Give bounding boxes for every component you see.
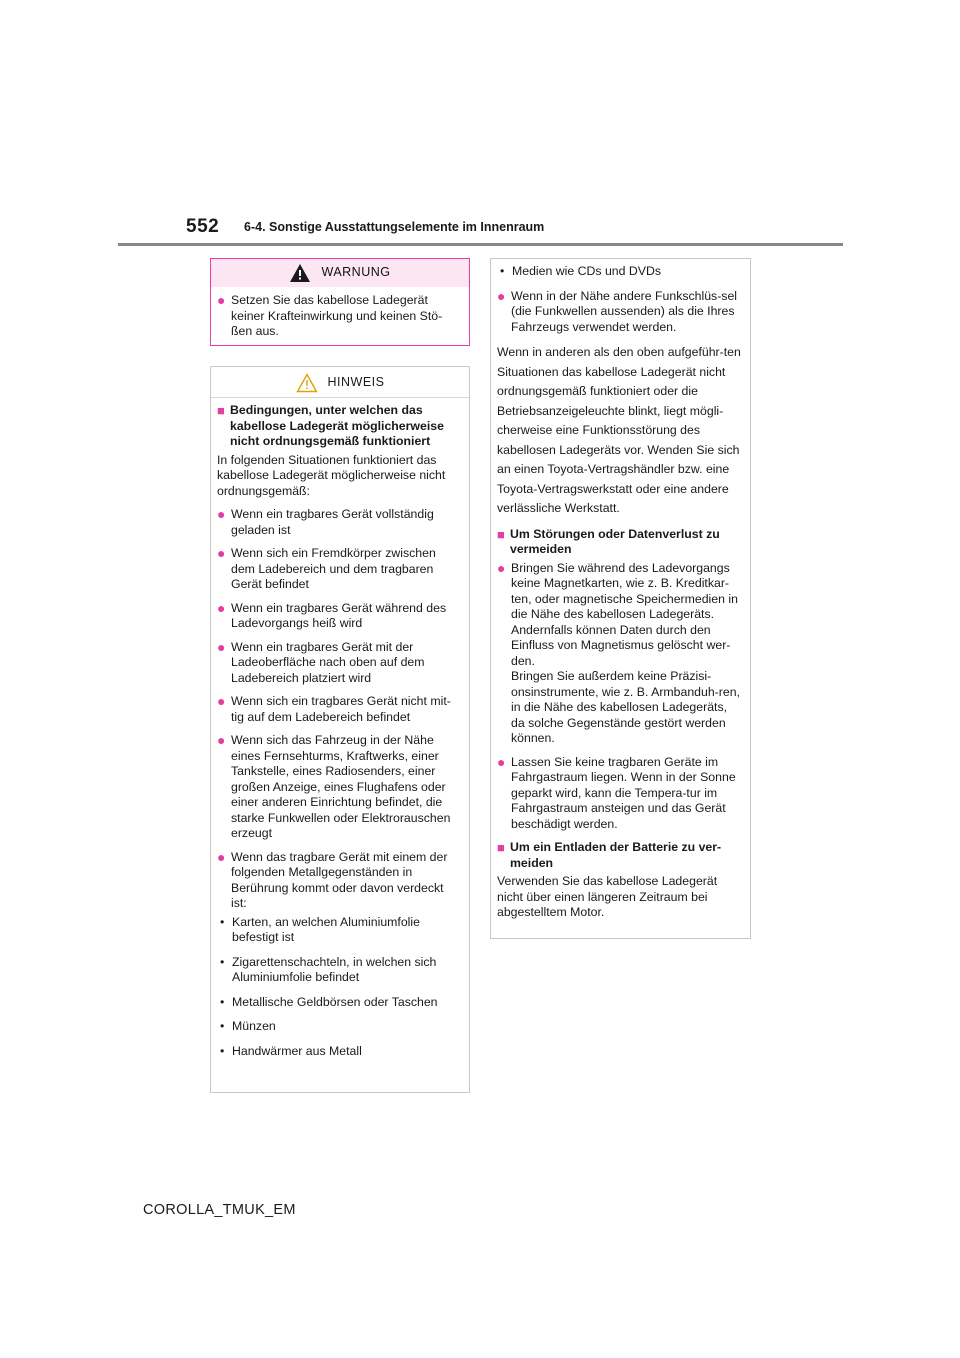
hinweis-continued-box	[490, 258, 751, 939]
list-item	[497, 561, 742, 747]
warning-title: WARNUNG	[321, 265, 391, 280]
bullet-dot-icon: ●	[497, 753, 506, 770]
list-item: ● Wenn ein tragbares Gerät während des Ladevorgangs heiß wird	[217, 599, 447, 630]
bullet-dot-icon: ●	[497, 287, 506, 304]
list-item: ● Wenn sich ein tragbares Gerät nicht mit-tig auf dem Ladebereich befindet	[217, 693, 451, 724]
hinweis-intro: In folgenden Situationen funktioniert das kabellose Ladegerät möglicherweise nicht ordnungsgemäß:	[217, 452, 446, 498]
bullet-dot-icon: ●	[217, 732, 226, 748]
list-item: ● Lassen Sie keine tragbaren Geräte im Fahrgastraum liegen. Wenn in der Sonne geparkt wird, kann die Tempera-tur im Fahrgastraum ansteigen und das Gerät beschädigt werden.	[497, 753, 736, 831]
bullet-dot-icon: ●	[217, 545, 226, 561]
bullet-dot-icon: ●	[217, 292, 226, 308]
sub-list-item: • Münzen	[220, 1019, 276, 1033]
sub-list-item: • Handwärmer aus Metall	[220, 1043, 362, 1058]
bullet-dot-icon: ●	[217, 506, 226, 522]
bullet-dot-icon: ●	[217, 848, 226, 865]
bullet-dot-icon: ●	[217, 599, 226, 616]
sub-list-item: • Medien wie CDs und DVDs	[500, 264, 661, 278]
square-bullet-icon: ■	[217, 403, 225, 418]
warning-bullet	[217, 293, 461, 340]
hinweis-box-header	[211, 369, 469, 398]
hinweis-title: HINWEIS	[327, 375, 385, 390]
warning-box	[210, 258, 470, 346]
list-item: ● Wenn das tragbare Gerät mit einem der folgenden Metallgegenständen in Berührung kommt oder davon verdeckt ist:	[217, 848, 448, 910]
header-rule	[118, 243, 843, 246]
battery-heading: ■ Um ein Entladen der Batterie zu ver-meiden	[497, 840, 722, 870]
battery-paragraph: Verwenden Sie das kabellose Ladegerät nicht über einen längeren Zeitraum bei abgestelltem Motor.	[497, 874, 718, 919]
sub-list-item: • Zigarettenschachteln, in welchen sich Aluminiumfolie befindet	[220, 954, 437, 984]
bullet-text-precision: Bringen Sie außerdem keine Präzisi-onsinstrumente, wie z. B. Armbanduh-ren, in die Nähe des kabellosen Ladegeräts, da solche Gegenstände gestört werden können.	[511, 669, 740, 745]
bullet-text-magnet: Bringen Sie während des Ladevorgangs keine Magnetkarten, wie z. B. Kreditkar-ten, oder magnetische Speichermedien in die Nähe des kabellosen Ladegeräts. Andernfalls können Daten durch den Einfluss von Magnetismus gelöscht wer-den.	[511, 560, 738, 668]
list-item: ● Wenn ein tragbares Gerät vollständig geladen ist	[217, 506, 434, 537]
bullet-dot-icon: ●	[217, 638, 226, 655]
square-bullet-icon: ■	[497, 526, 505, 542]
warning-triangle-icon	[289, 263, 311, 283]
bullet-dot-icon: ●	[217, 693, 226, 709]
list-item: ● Wenn sich ein Fremdkörper zwischen dem Ladebereich und dem tragbaren Gerät befindet	[217, 545, 436, 591]
caution-triangle-icon	[296, 373, 318, 393]
list-item: ● Wenn sich das Fahrzeug in der Nähe eines Fernsehturms, Kraftwerks, einer Tankstelle, eines Radiosenders, einer großen Anzeige, eines Flughafens oder einer anderen Einrichtung befindet, die starke Funkwellen oder Elektrorauschen erzeugt	[217, 732, 451, 840]
list-item: ● Wenn ein tragbares Gerät mit der Ladeoberfläche nach oben auf dem Ladebereich platziert wird	[217, 638, 425, 685]
sub-list-item: • Metallische Geldbörsen oder Taschen	[220, 994, 438, 1009]
section-title: 6-4. Sonstige Ausstattungselemente im Innenraum	[244, 220, 545, 234]
hinweis-heading: ■ Bedingungen, unter welchen das kabellose Ladegerät möglicherweise nicht ordnungsgemäß funktioniert	[217, 403, 444, 448]
warning-box-header	[211, 259, 469, 287]
warning-bullet-text: Setzen Sie das kabellose Ladegerät keiner Krafteinwirkung und keinen Stö-ßen aus.	[231, 293, 443, 338]
interference-heading: ■ Um Störungen oder Datenverlust zu vermeiden	[497, 526, 720, 556]
hinweis-box	[210, 366, 470, 1093]
malfunction-paragraph: Wenn in anderen als den oben aufgeführ-ten Situationen das kabellose Ladegerät nicht ordnungsgemäß funktioniert oder die Betriebsanzeigeleuchte blinkt, liegt mögli-cherweise eine Funktionsstörung des kabellosen Ladegeräts vor. Wenden Sie sich an einen Toyota-Vertragshändler bzw. eine Toyota-Vertragswerkstatt oder eine andere verlässliche Werkstatt.	[497, 345, 741, 515]
square-bullet-icon: ■	[497, 840, 505, 855]
list-item: ● Wenn in der Nähe andere Funkschlüs-sel (die Funkwellen aussenden) als die Ihres Fahrzeugs verwendet werden.	[497, 287, 738, 334]
footer-model-code: COROLLA_TMUK_EM	[143, 1202, 296, 1218]
bullet-dot-icon: ●	[497, 559, 506, 576]
sub-list-item: • Karten, an welchen Aluminiumfolie befestigt ist	[220, 914, 420, 944]
page-number: 552	[186, 216, 220, 237]
